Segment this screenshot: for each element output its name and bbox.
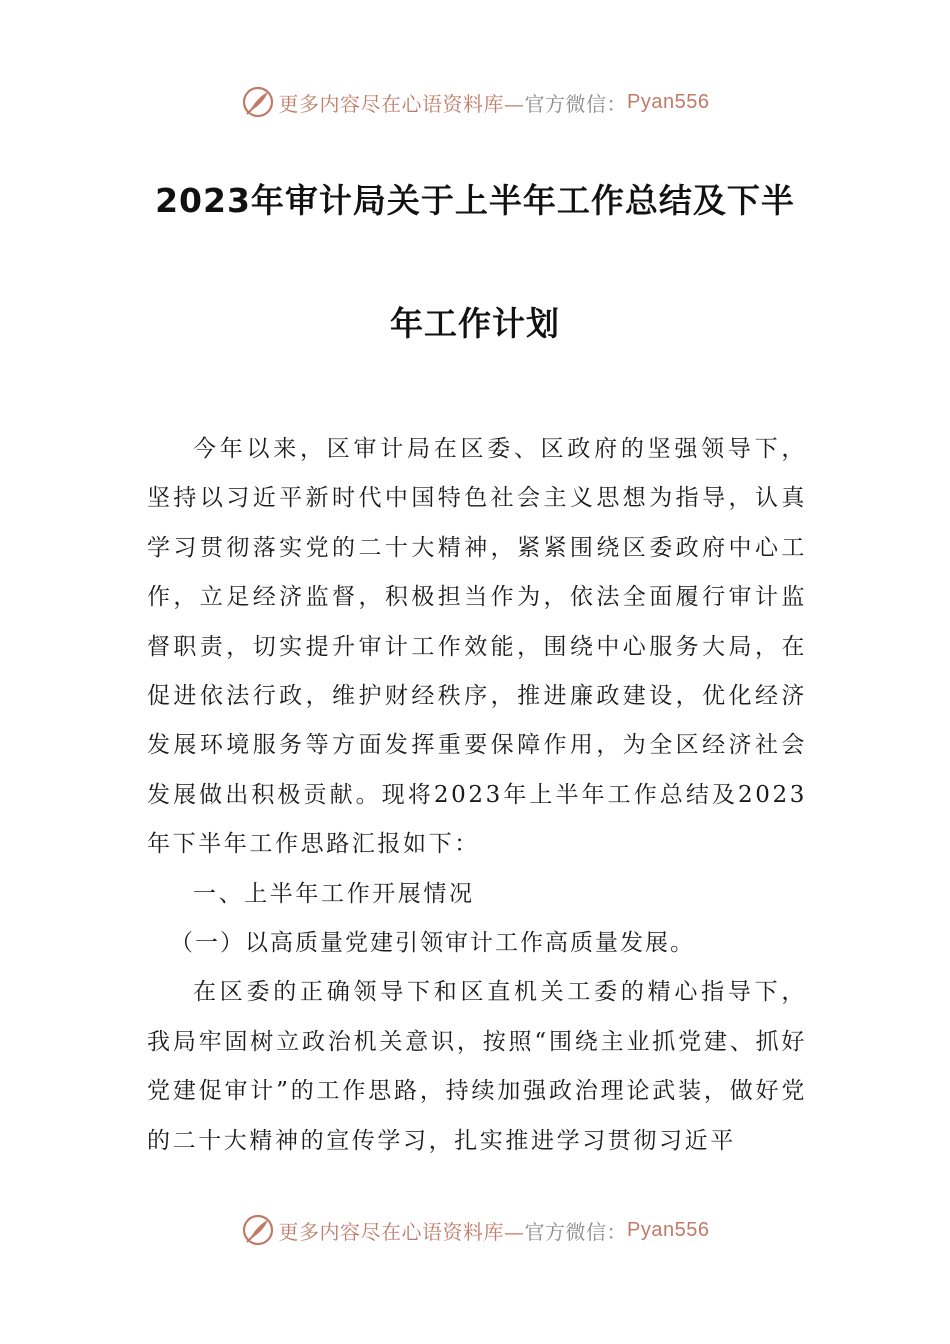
section-heading-1: 一、上半年工作开展情况 xyxy=(193,880,475,907)
document-title-line-1: 2023年审计局关于上半年工作总结及下半 xyxy=(155,181,795,220)
section-heading-2: （一）以高质量党建引领审计工作高质量发展。 xyxy=(170,930,695,957)
wechat-label: 官方微信： xyxy=(524,1219,628,1244)
brand-text: 更多内容尽在心语资料库— xyxy=(278,1219,525,1244)
brand-text: 更多内容尽在心语资料库— xyxy=(278,91,525,116)
body-paragraph: 在区委的正确领导下和区直机关工委的精心指导下，我局牢固树立政治机关意识，按照“围绕主业抓党建、抓好党建促审计”的工作思路，持续加强政治理论武装，做好党的二十大精神的宣传学习，扎实推进学习贯彻习近平 xyxy=(147,979,807,1154)
intro-paragraph: 今年以来，区审计局在区委、区政府的坚强领导下，坚持以习近平新时代中国特色社会主义思想为指导，认真学习贯彻落实党的二十大精神，紧紧围绕区委政府中心工作，立足经济监督，积极担当作为，依法全面履行审计监督职责，切实提升审计工作效能，围绕中心服务大局，在促进依法行政，维护财经秩序，推进廉政建设，优化经济发展环境服务等方面发挥重要保障作用，为全区经济社会发展做出积极贡献。现将2023年上半年工作总结及2023年下半年工作思路汇报如下： xyxy=(147,436,807,858)
quill-logo-icon xyxy=(241,85,275,119)
wechat-id: Pyan556 xyxy=(627,90,710,113)
document-title-line-2: 年工作计划 xyxy=(390,304,560,343)
wechat-id: Pyan556 xyxy=(627,1218,710,1241)
footer-banner xyxy=(0,1210,950,1250)
header-banner xyxy=(0,82,950,122)
quill-logo-icon xyxy=(241,1213,275,1247)
document-body xyxy=(147,425,807,1166)
wechat-label: 官方微信： xyxy=(524,91,628,116)
